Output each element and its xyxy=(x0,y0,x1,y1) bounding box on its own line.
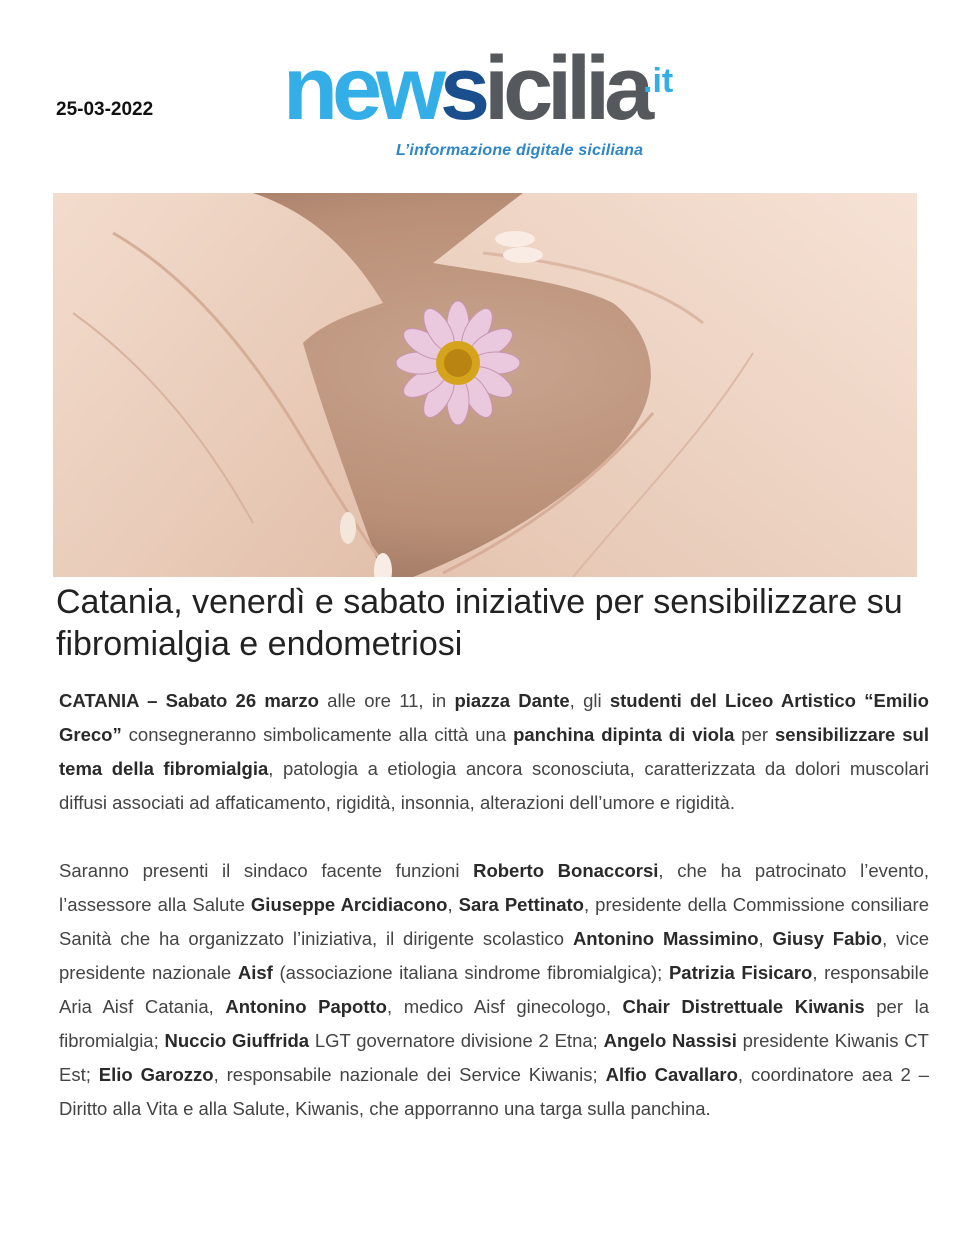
paragraph-2-text-run: presidente Kiwanis CT Est; xyxy=(59,1030,929,1085)
paragraph-2-text-run: , vice presidente nazionale xyxy=(59,928,929,983)
logo-wordmark xyxy=(283,39,649,139)
hero-image xyxy=(53,193,917,577)
paragraph-2-bold-run: Giusy Fabio xyxy=(772,928,883,949)
article-paragraph-1 xyxy=(59,684,929,820)
paragraph-2-text-run: , presidente della Commissione consiliare Sanità che ha organizzato l’iniziativa, il dirigente scolastico xyxy=(59,894,929,949)
paragraph-2-text-run: , che ha patrocinato l’evento, l’assessore alla Salute xyxy=(59,860,929,915)
paragraph-1-bold-run: CATANIA – Sabato 26 marzo xyxy=(59,690,319,711)
paragraph-1-bold-run: panchina dipinta di viola xyxy=(513,724,735,745)
paragraph-2-bold-run: Chair Distrettuale Kiwanis xyxy=(622,996,865,1017)
logo-s: s xyxy=(440,39,485,139)
logo-icilia: icilia xyxy=(484,39,649,139)
paragraph-2-bold-run: Sara Pettinato xyxy=(458,894,584,915)
paragraph-2-text-run: , medico Aisf ginecologo, xyxy=(386,996,623,1017)
paragraph-1-bold-run: studenti del Liceo Artistico “Emilio Greco” xyxy=(59,690,929,745)
publication-date: 25-03-2022 xyxy=(56,99,154,120)
paragraph-2-bold-run: Angelo Nassisi xyxy=(603,1030,737,1051)
article-paragraph-2 xyxy=(59,854,929,1126)
article-body xyxy=(59,684,929,1160)
paragraph-2-text-run: LGT governatore divisione 2 Etna; xyxy=(309,1030,604,1051)
paragraph-2-bold-run: Aisf xyxy=(237,962,273,983)
newsicilia-logo[interactable] xyxy=(283,39,703,164)
hands-heart-flower-icon xyxy=(53,193,917,577)
paragraph-2-bold-run: Antonino Massimino xyxy=(572,928,759,949)
article-title: Catania, venerdì e sabato iniziative per sensibilizzare su fibromialgia e endometriosi xyxy=(56,583,903,663)
paragraph-2-bold-run: Giuseppe Arcidiacono xyxy=(250,894,448,915)
paragraph-1-text-run: per xyxy=(734,724,775,745)
paragraph-2-bold-run: Elio Garozzo xyxy=(98,1064,214,1085)
paragraph-2-text-run: Saranno presenti il sindaco facente funzioni xyxy=(59,860,474,881)
paragraph-1-text-run: alle ore 11, in xyxy=(318,690,455,711)
logo-tagline: L’informazione digitale siciliana xyxy=(396,142,644,159)
paragraph-2-text-run: , responsabile nazionale dei Service Kiwanis; xyxy=(213,1064,606,1085)
paragraph-1-bold-run: piazza Dante xyxy=(454,690,570,711)
paragraph-1-text-run: consegneranno simbolicamente alla città una xyxy=(121,724,514,745)
paragraph-2-bold-run: Nuccio Giuffrida xyxy=(164,1030,310,1051)
paragraph-2-bold-run: Patrizia Fisicaro xyxy=(668,962,813,983)
paragraph-1-text-run: , gli xyxy=(569,690,610,711)
paragraph-2-text-run: , responsabile Aria Aisf Catania, xyxy=(59,962,929,1017)
paragraph-2-text-run: , xyxy=(758,928,773,949)
paragraph-2-bold-run: Antonino Papotto xyxy=(225,996,387,1017)
logo-news: new xyxy=(283,39,441,139)
paragraph-2-text-run: per la fibromialgia; xyxy=(59,996,929,1051)
paragraph-2-bold-run: Alfio Cavallaro xyxy=(605,1064,738,1085)
paragraph-2-text-run: (associazione italiana sindrome fibromialgica); xyxy=(272,962,669,983)
paragraph-2-text-run: , xyxy=(447,894,459,915)
paragraph-2-bold-run: Roberto Bonaccorsi xyxy=(473,860,659,881)
paragraph-2-text-run: , coordinatore aea 2 – Diritto alla Vita e alla Salute, Kiwanis, che apporranno una targa sulla panchina. xyxy=(59,1064,929,1119)
logo-tld: .it xyxy=(643,62,674,100)
paragraph-1-bold-run: sensibilizzare sul tema della fibromialgia xyxy=(59,724,929,779)
paragraph-1-text-run: , patologia a etiologia ancora sconosciuta, caratterizzata da dolori muscolari diffusi associati ad affaticamento, rigidità, insonnia, alterazioni dell’umore e rigidità. xyxy=(59,758,929,813)
